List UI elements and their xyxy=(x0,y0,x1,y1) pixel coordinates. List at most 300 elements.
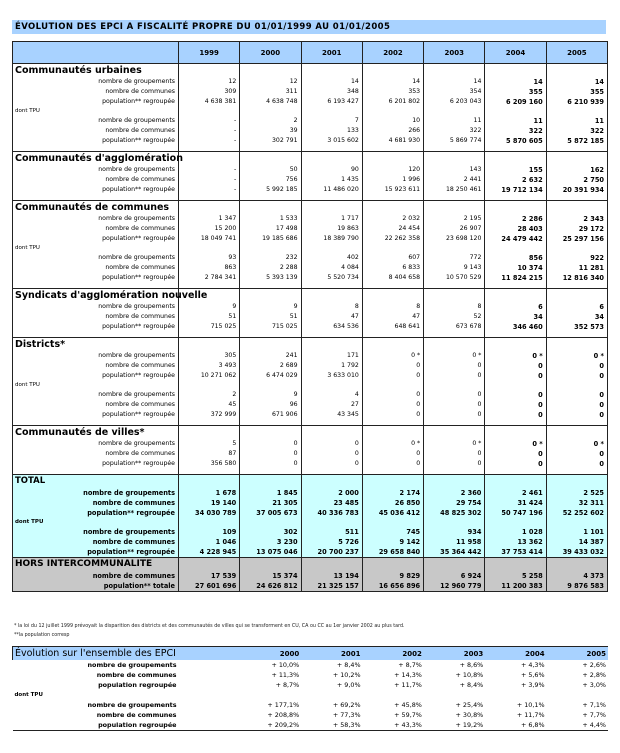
cell-value: 16 656 896 xyxy=(362,581,423,592)
cell-value: 0 xyxy=(546,459,607,469)
cell-value: 241 xyxy=(240,351,301,361)
table-row xyxy=(13,459,608,469)
year-header: 2003 xyxy=(424,647,485,661)
table-row xyxy=(13,87,608,97)
cell-value: 2 343 xyxy=(546,214,607,224)
row-label: nombre de communes xyxy=(13,537,179,547)
cell-value: 11 xyxy=(424,116,485,126)
cell-value: 1 996 xyxy=(362,175,423,185)
table-row xyxy=(13,371,608,381)
tpu-label: dont TPU xyxy=(13,107,179,116)
cell-value: 5 726 xyxy=(301,537,362,547)
cell-value: 2 525 xyxy=(546,488,607,498)
cell-value: 1 533 xyxy=(240,214,301,224)
cell-value: + 3,9% xyxy=(520,681,545,689)
cell-value: 0 xyxy=(362,459,423,469)
empty-cell xyxy=(546,475,607,489)
row-label: population** regroupée xyxy=(13,273,179,283)
cell-value: 8 xyxy=(424,302,485,312)
cell-value: + 208,8% xyxy=(267,711,300,719)
cell-value: 0 xyxy=(424,371,485,381)
cell-value: 15 923 611 xyxy=(362,185,423,195)
cell-value: 18 049 741 xyxy=(179,234,240,244)
cell-value: 31 424 xyxy=(485,498,546,508)
table-row xyxy=(13,224,608,234)
cell-value: 15 200 xyxy=(179,224,240,234)
cell-value: 143 xyxy=(424,165,485,175)
cell-value: 922 xyxy=(546,253,607,263)
cell-value: 11 824 215 xyxy=(485,273,546,283)
empty-cell xyxy=(485,381,546,390)
table-row xyxy=(13,508,608,518)
cell-value: 120 xyxy=(362,165,423,175)
year-header: 2002 xyxy=(363,647,424,661)
cell-value: 13 194 xyxy=(301,571,362,581)
cell-value: 2 441 xyxy=(424,175,485,185)
table-row xyxy=(13,234,608,244)
cell-value: - xyxy=(179,175,240,185)
evolution-row xyxy=(13,700,609,710)
cell-value: 6 193 427 xyxy=(301,97,362,107)
cell-value: 0 xyxy=(424,459,485,469)
cell-value: 2 286 xyxy=(485,214,546,224)
cell-value: 2 xyxy=(179,390,240,400)
empty-cell xyxy=(179,381,240,390)
evolution-row xyxy=(13,670,609,680)
empty-cell xyxy=(424,244,485,253)
table-row xyxy=(13,77,608,87)
empty-cell xyxy=(485,64,546,78)
cell-value: 37 753 414 xyxy=(485,547,546,558)
cell-value: 354 xyxy=(424,87,485,97)
cell-value: 155 xyxy=(485,165,546,175)
row-label: nombre de communes xyxy=(13,224,179,234)
empty-cell xyxy=(424,289,485,303)
cell-value: 4 638 748 xyxy=(240,97,301,107)
row-label: population** regroupée xyxy=(13,410,179,420)
cell-value: 39 433 032 xyxy=(546,547,607,558)
year-header: 2002 xyxy=(362,42,423,64)
empty-cell xyxy=(546,338,607,352)
table-row xyxy=(13,390,608,400)
header-blank xyxy=(13,42,179,64)
cell-value: 26 907 xyxy=(424,224,485,234)
row-label: nombre de groupements xyxy=(87,701,177,709)
row-label: population** regroupée xyxy=(13,234,179,244)
cell-value: 8 xyxy=(301,302,362,312)
row-label: nombre de communes xyxy=(13,449,179,459)
row-label: nombre de groupements xyxy=(13,439,179,449)
cell-value: 1 028 xyxy=(485,527,546,537)
empty-cell xyxy=(179,720,240,731)
cell-value: 3 230 xyxy=(240,537,301,547)
cell-value: 1 678 xyxy=(179,488,240,498)
table-row xyxy=(13,116,608,126)
empty-cell xyxy=(362,475,423,489)
empty-cell xyxy=(179,647,240,661)
empty-cell xyxy=(179,660,240,670)
cell-value: 934 xyxy=(424,527,485,537)
header-row xyxy=(13,42,608,64)
cell-value: + 10,0% xyxy=(271,661,300,669)
cell-value: 0 xyxy=(485,459,546,469)
cell-value: 29 172 xyxy=(546,224,607,234)
row-label: population regroupée xyxy=(13,720,179,731)
empty-cell xyxy=(301,289,362,303)
evolution-title: Évolution sur l'ensemble des EPCI xyxy=(13,647,179,661)
cell-value: 14 xyxy=(301,77,362,87)
table-row xyxy=(13,312,608,322)
cell-value: 634 536 xyxy=(301,322,362,332)
section-title: Communautés urbaines xyxy=(13,64,179,78)
tpu-label: dont TPU xyxy=(13,518,179,527)
cell-value: 28 403 xyxy=(485,224,546,234)
cell-value: 309 xyxy=(179,87,240,97)
cell-value: 5 872 185 xyxy=(546,136,607,146)
cell-value: - xyxy=(179,126,240,136)
cell-value: 2 174 xyxy=(362,488,423,498)
section-title: Communautés de villes* xyxy=(13,426,179,440)
empty-cell xyxy=(301,338,362,352)
cell-value: 311 xyxy=(240,87,301,97)
cell-value: 0 xyxy=(546,400,607,410)
cell-value: 11 281 xyxy=(546,263,607,273)
cell-value: 15 374 xyxy=(240,571,301,581)
empty-cell xyxy=(179,680,240,690)
cell-value: 232 xyxy=(240,253,301,263)
cell-value: 1 101 xyxy=(546,527,607,537)
cell-value: + 7,7% xyxy=(582,711,606,719)
cell-value: 0 * xyxy=(424,351,485,361)
cell-value: 96 xyxy=(240,400,301,410)
empty-cell xyxy=(240,107,301,116)
cell-value: 4 228 945 xyxy=(179,547,240,558)
cell-value: 162 xyxy=(546,165,607,175)
cell-value: 671 906 xyxy=(240,410,301,420)
cell-value: 24 626 812 xyxy=(240,581,301,592)
cell-value: 302 791 xyxy=(240,136,301,146)
cell-value: 50 xyxy=(240,165,301,175)
cell-value: 47 xyxy=(362,312,423,322)
cell-value: 355 xyxy=(546,87,607,97)
empty-cell xyxy=(362,107,423,116)
cell-value: 20 700 237 xyxy=(301,547,362,558)
empty-cell xyxy=(546,558,607,572)
cell-value: 6 209 160 xyxy=(485,97,546,107)
cell-value: 19 863 xyxy=(301,224,362,234)
cell-value: 7 xyxy=(301,116,362,126)
cell-value: 6 203 043 xyxy=(424,97,485,107)
cell-value: 0 xyxy=(546,449,607,459)
empty-cell xyxy=(301,475,362,489)
cell-value: 1 792 xyxy=(301,361,362,371)
evolution-row xyxy=(13,720,609,731)
evolution-row xyxy=(13,710,609,720)
empty-cell xyxy=(424,426,485,440)
empty-cell xyxy=(179,426,240,440)
empty-cell xyxy=(424,381,485,390)
empty-cell xyxy=(362,426,423,440)
empty-cell xyxy=(485,244,546,253)
row-label: nombre de communes xyxy=(13,498,179,508)
table-row xyxy=(13,410,608,420)
row-label: population regroupée xyxy=(98,681,177,689)
cell-value: + 10,8% xyxy=(455,671,484,679)
cell-value: 0 xyxy=(485,400,546,410)
cell-value: + 8,7% xyxy=(398,661,422,669)
table-row xyxy=(13,449,608,459)
cell-value: 12 xyxy=(179,77,240,87)
cell-value: + 10,1% xyxy=(516,701,545,709)
cell-value: 21 325 157 xyxy=(301,581,362,592)
empty-cell xyxy=(240,152,301,166)
year-header: 2001 xyxy=(301,42,362,64)
cell-value: 87 xyxy=(179,449,240,459)
cell-value: 3 493 xyxy=(179,361,240,371)
cell-value: 90 xyxy=(301,165,362,175)
cell-value: + 8,4% xyxy=(459,681,484,689)
cell-value: + 177,1% xyxy=(267,701,300,709)
section-title-row xyxy=(13,558,608,572)
cell-value: + 11,7% xyxy=(516,711,545,719)
cell-value: + 8,6% xyxy=(459,661,484,669)
section-title: TOTAL xyxy=(13,475,179,489)
page-title: ÉVOLUTION DES EPCI A FISCALITÉ PROPRE DU 01/01/1999 AU 01/01/2005 xyxy=(12,20,606,34)
section-group xyxy=(13,201,608,289)
cell-value: + 10,2% xyxy=(332,671,361,679)
tpu-label: dont TPU xyxy=(13,244,179,253)
cell-value: 0 xyxy=(485,361,546,371)
evolution-row xyxy=(13,680,609,690)
row-label: nombre de groupements xyxy=(13,116,179,126)
empty-cell xyxy=(301,107,362,116)
cell-value: 0 xyxy=(485,390,546,400)
cell-value: 0 xyxy=(362,361,423,371)
empty-cell xyxy=(546,381,607,390)
row-label: nombre de groupements xyxy=(13,77,179,87)
cell-value: 0 * xyxy=(485,439,546,449)
row-label: population** regroupée xyxy=(13,97,179,107)
cell-value: 352 573 xyxy=(546,322,607,332)
row-label: population** regroupée xyxy=(13,136,179,146)
row-label: nombre de communes xyxy=(13,263,179,273)
cell-value: 14 xyxy=(424,77,485,87)
cell-value: 2 461 xyxy=(485,488,546,498)
cell-value: 12 960 779 xyxy=(424,581,485,592)
empty-cell xyxy=(240,518,301,527)
empty-cell xyxy=(424,558,485,572)
empty-cell xyxy=(485,426,546,440)
row-label: nombre de groupements xyxy=(87,661,177,669)
row-label: nombre de groupements xyxy=(13,165,179,175)
cell-value: 5 258 xyxy=(485,571,546,581)
section-hors xyxy=(13,558,608,592)
cell-value: 0 xyxy=(485,449,546,459)
cell-value: 356 580 xyxy=(179,459,240,469)
table-row xyxy=(13,136,608,146)
cell-value: 133 xyxy=(301,126,362,136)
row-label: nombre de communes xyxy=(13,400,179,410)
row-label: nombre de communes xyxy=(13,361,179,371)
cell-value: 2 032 xyxy=(362,214,423,224)
row-label: nombre de groupements xyxy=(13,214,179,224)
cell-value: + 5,6% xyxy=(520,671,545,679)
row-label: nombre de communes xyxy=(13,87,179,97)
empty-cell xyxy=(546,201,607,215)
cell-value: 34 xyxy=(485,312,546,322)
cell-value: 25 297 156 xyxy=(546,234,607,244)
cell-value: 0 xyxy=(546,390,607,400)
cell-value: 0 xyxy=(424,390,485,400)
cell-value: 27 xyxy=(301,400,362,410)
cell-value: 26 850 xyxy=(362,498,423,508)
table-row xyxy=(13,488,608,498)
empty-cell xyxy=(301,518,362,527)
cell-value: 14 xyxy=(485,77,546,87)
table-row xyxy=(13,527,608,537)
table-row xyxy=(13,302,608,312)
section-group xyxy=(13,152,608,201)
cell-value: 0 * xyxy=(424,439,485,449)
tpu-label: dont TPU xyxy=(14,692,43,698)
cell-value: 13 075 046 xyxy=(240,547,301,558)
cell-value: 856 xyxy=(485,253,546,263)
cell-value: 0 xyxy=(546,371,607,381)
cell-value: 9 xyxy=(240,302,301,312)
cell-value: 12 816 340 xyxy=(546,273,607,283)
cell-value: 12 xyxy=(240,77,301,87)
cell-value: 19 140 xyxy=(179,498,240,508)
cell-value: 6 474 029 xyxy=(240,371,301,381)
cell-value: 47 xyxy=(301,312,362,322)
empty-cell xyxy=(362,64,423,78)
empty-cell xyxy=(240,426,301,440)
cell-value: - xyxy=(179,165,240,175)
empty-cell xyxy=(179,201,240,215)
cell-value: + 2,8% xyxy=(582,671,606,679)
cell-value: 14 387 xyxy=(546,537,607,547)
empty-cell xyxy=(546,244,607,253)
cell-value: + 59,7% xyxy=(394,711,422,719)
cell-value: 48 825 302 xyxy=(424,508,485,518)
empty-cell xyxy=(424,64,485,78)
cell-value: 20 391 934 xyxy=(546,185,607,195)
cell-value: 5 520 734 xyxy=(301,273,362,283)
cell-value: 348 xyxy=(301,87,362,97)
empty-cell xyxy=(240,338,301,352)
cell-value: 863 xyxy=(179,263,240,273)
cell-value: 4 638 381 xyxy=(179,97,240,107)
table-row xyxy=(13,185,608,195)
section-group xyxy=(13,64,608,152)
empty-cell xyxy=(179,710,240,720)
empty-cell xyxy=(240,289,301,303)
year-header: 2005 xyxy=(546,42,607,64)
empty-cell xyxy=(240,244,301,253)
empty-cell xyxy=(301,64,362,78)
cell-value: + 4,3% xyxy=(520,661,545,669)
cell-value: 2 288 xyxy=(240,263,301,273)
cell-value: 0 xyxy=(485,371,546,381)
row-label: nombre de communes xyxy=(96,711,177,719)
cell-value: 2 360 xyxy=(424,488,485,498)
cell-value: 0 xyxy=(301,449,362,459)
section-group xyxy=(13,426,608,475)
tpu-row xyxy=(13,107,608,116)
cell-value: 51 xyxy=(240,312,301,322)
table-row xyxy=(13,214,608,224)
cell-value: 27 601 696 xyxy=(179,581,240,592)
empty-cell xyxy=(424,475,485,489)
cell-value: 715 025 xyxy=(179,322,240,332)
cell-value: 51 xyxy=(179,312,240,322)
year-header: 1999 xyxy=(179,42,240,64)
row-label: nombre de groupements xyxy=(13,390,179,400)
cell-value: 2 195 xyxy=(424,214,485,224)
cell-value: 34 030 789 xyxy=(179,508,240,518)
row-label: population** regroupée xyxy=(13,185,179,195)
cell-value: 14 xyxy=(546,77,607,87)
cell-value: 2 632 xyxy=(485,175,546,185)
cell-value: 6 201 802 xyxy=(362,97,423,107)
row-label: nombre de groupements xyxy=(13,527,179,537)
row-label: population** regroupée xyxy=(13,371,179,381)
empty-cell xyxy=(485,518,546,527)
section-title-row xyxy=(13,64,608,78)
cell-value: 11 486 020 xyxy=(301,185,362,195)
cell-value: 50 747 196 xyxy=(485,508,546,518)
cell-value: 0 xyxy=(546,361,607,371)
empty-cell xyxy=(179,475,240,489)
cell-value: 6 xyxy=(546,302,607,312)
empty-cell xyxy=(179,518,240,527)
cell-value: 9 876 583 xyxy=(546,581,607,592)
cell-value: 4 084 xyxy=(301,263,362,273)
row-label: nombre de groupements xyxy=(13,488,179,498)
cell-value: 6 833 xyxy=(362,263,423,273)
table-row xyxy=(13,126,608,136)
cell-value: 2 750 xyxy=(546,175,607,185)
empty-cell xyxy=(424,338,485,352)
cell-value: 6 xyxy=(485,302,546,312)
row-label: population** regroupée xyxy=(13,547,179,558)
cell-value: + 209,2% xyxy=(240,720,301,731)
cell-value: 322 xyxy=(424,126,485,136)
cell-value: + 77,3% xyxy=(332,711,361,719)
table-row xyxy=(13,97,608,107)
cell-value: 9 xyxy=(179,302,240,312)
cell-value: 0 xyxy=(240,439,301,449)
cell-value: 4 373 xyxy=(546,571,607,581)
cell-value: + 6,8% xyxy=(485,720,546,731)
tpu-row xyxy=(13,381,608,390)
cell-value: 0 xyxy=(424,410,485,420)
cell-value: 2 xyxy=(240,116,301,126)
empty-cell xyxy=(301,381,362,390)
cell-value: 2 000 xyxy=(301,488,362,498)
cell-value: 43 345 xyxy=(301,410,362,420)
cell-value: 1 717 xyxy=(301,214,362,224)
empty-cell xyxy=(424,518,485,527)
empty-cell xyxy=(301,201,362,215)
cell-value: 305 xyxy=(179,351,240,361)
table-row xyxy=(13,253,608,263)
cell-value: 266 xyxy=(362,126,423,136)
cell-value: 93 xyxy=(179,253,240,263)
cell-value: 14 xyxy=(362,77,423,87)
empty-cell xyxy=(179,107,240,116)
cell-value: 45 036 412 xyxy=(362,508,423,518)
